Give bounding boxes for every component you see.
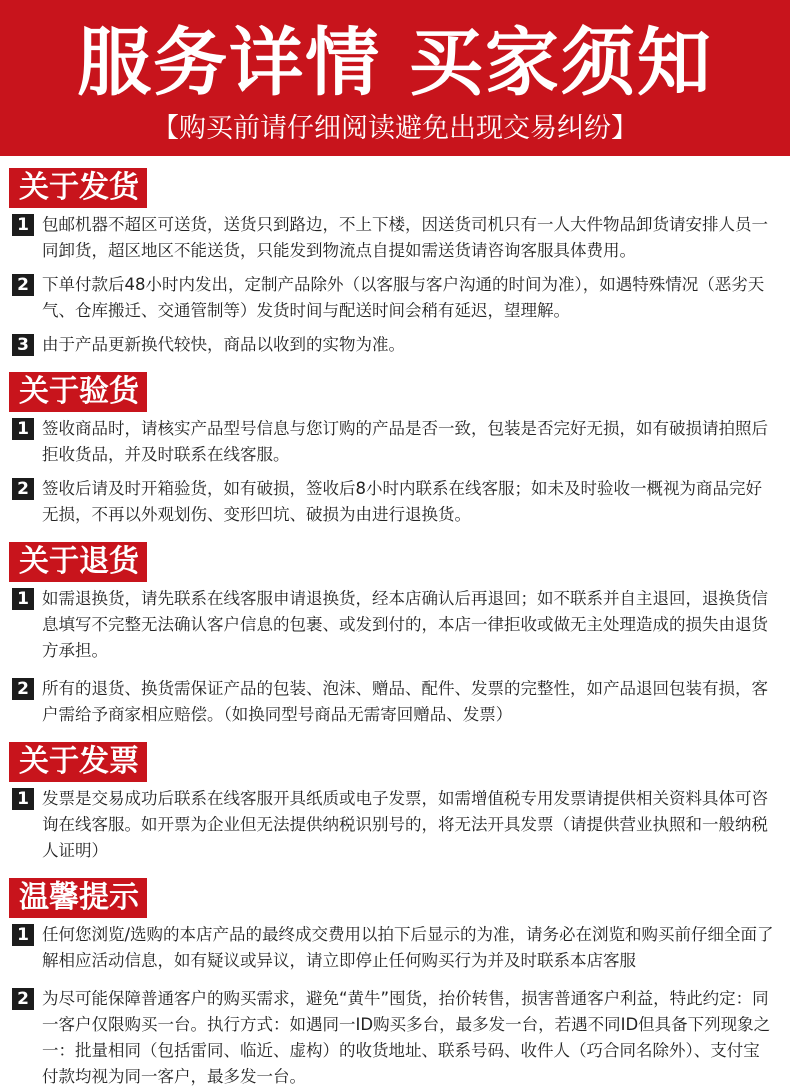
number-badge: 3 bbox=[12, 334, 34, 356]
list-item bbox=[12, 332, 774, 358]
item-text: 签收商品时，请核实产品型号信息与您订购的产品是否一致，包装是否完好无损，如有破损请拍照后拒收货品，并及时联系在线客服。 bbox=[42, 419, 768, 464]
list-item bbox=[12, 786, 774, 864]
item-text: 发票是交易成功后联系在线客服开具纸质或电子发票，如需增值税专用发票请提供相关资料具体可咨询在线客服。如开票为企业但无法提供纳税识别号的，将无法开具发票（请提供营业执照和一般纳税人证明） bbox=[42, 789, 768, 860]
item-text: 包邮机器不超区可送货，送货只到路边，不上下楼，因送货司机只有一人大件物品卸货请安排人员一同卸货，超区地区不能送货，只能发到物流点自提如需送货请咨询客服具体费用。 bbox=[42, 215, 768, 260]
section-shipping bbox=[0, 162, 790, 358]
number-badge: 1 bbox=[12, 924, 34, 946]
item-text: 签收后请及时开箱验货，如有破损，签收后8小时内联系在线客服；如未及时验收一概视为商品完好无损，不再以外观划伤、变形凹坑、破损为由进行退换货。 bbox=[42, 479, 762, 524]
section-inspection bbox=[0, 366, 790, 528]
section-heading: 关于发票 bbox=[9, 742, 147, 782]
number-badge: 2 bbox=[12, 478, 34, 500]
list-item bbox=[12, 416, 774, 468]
page-subtitle: 【购买前请仔细阅读避免出现交易纠纷】 bbox=[152, 113, 638, 144]
list-item bbox=[12, 476, 774, 528]
number-badge: 2 bbox=[12, 988, 34, 1010]
header-banner bbox=[0, 0, 790, 156]
item-text: 所有的退货、换货需保证产品的包装、泡沫、赠品、配件、发票的完整性，如产品退回包装有损，客户需给予商家相应赔偿。（如换同型号商品无需寄回赠品、发票） bbox=[42, 679, 768, 724]
list-item bbox=[12, 986, 774, 1090]
section-returns bbox=[0, 536, 790, 728]
section-heading: 关于验货 bbox=[9, 372, 147, 412]
number-badge: 1 bbox=[12, 214, 34, 236]
page-title: 服务详情 买家须知 bbox=[77, 20, 713, 106]
section-heading: 关于退货 bbox=[9, 542, 147, 582]
number-badge: 1 bbox=[12, 418, 34, 440]
item-text: 如需退换货，请先联系在线客服申请退换货，经本店确认后再退回；如不联系并自主退回，退换货信息填写不完整无法确认客户信息的包裹、或发到付的，本店一律拒收或做无主处理造成的损失由退货方承担。 bbox=[42, 589, 768, 660]
list-item bbox=[12, 272, 774, 324]
number-badge: 2 bbox=[12, 678, 34, 700]
number-badge: 1 bbox=[12, 788, 34, 810]
section-tips bbox=[0, 872, 790, 1090]
item-text: 任何您浏览/选购的本店产品的最终成交费用以拍下后显示的为准，请务必在浏览和购买前仔细全面了解相应活动信息，如有疑议或异议，请立即停止任何购买行为并及时联系本店客服 bbox=[42, 925, 774, 970]
number-badge: 1 bbox=[12, 588, 34, 610]
item-text: 由于产品更新换代较快，商品以收到的实物为准。 bbox=[42, 335, 405, 354]
item-text: 下单付款后48小时内发出，定制产品除外（以客服与客户沟通的时间为准），如遇特殊情况（恶劣天气、仓库搬迁、交通管制等）发货时间与配送时间会稍有延迟，望理解。 bbox=[42, 275, 765, 320]
section-heading: 关于发货 bbox=[9, 168, 147, 208]
section-heading: 温馨提示 bbox=[9, 878, 147, 918]
list-item bbox=[12, 586, 774, 664]
list-item bbox=[12, 922, 774, 974]
item-text: 为尽可能保障普通客户的购买需求，避免“黄牛”囤货，抬价转售，损害普通客户利益，特此约定：同一客户仅限购买一台。执行方式：如遇同一ID购买多台，最多发一台，若遇不同ID但具备下列现象之一：批量相同（包括雷同、临近、虚构）的收货地址、联系号码、收件人（巧合同名除外）、支付宝付款均视为同一客户，最多发一台。 bbox=[42, 989, 771, 1086]
list-item bbox=[12, 212, 774, 264]
list-item bbox=[12, 676, 774, 728]
number-badge: 2 bbox=[12, 274, 34, 296]
section-invoice bbox=[0, 736, 790, 864]
